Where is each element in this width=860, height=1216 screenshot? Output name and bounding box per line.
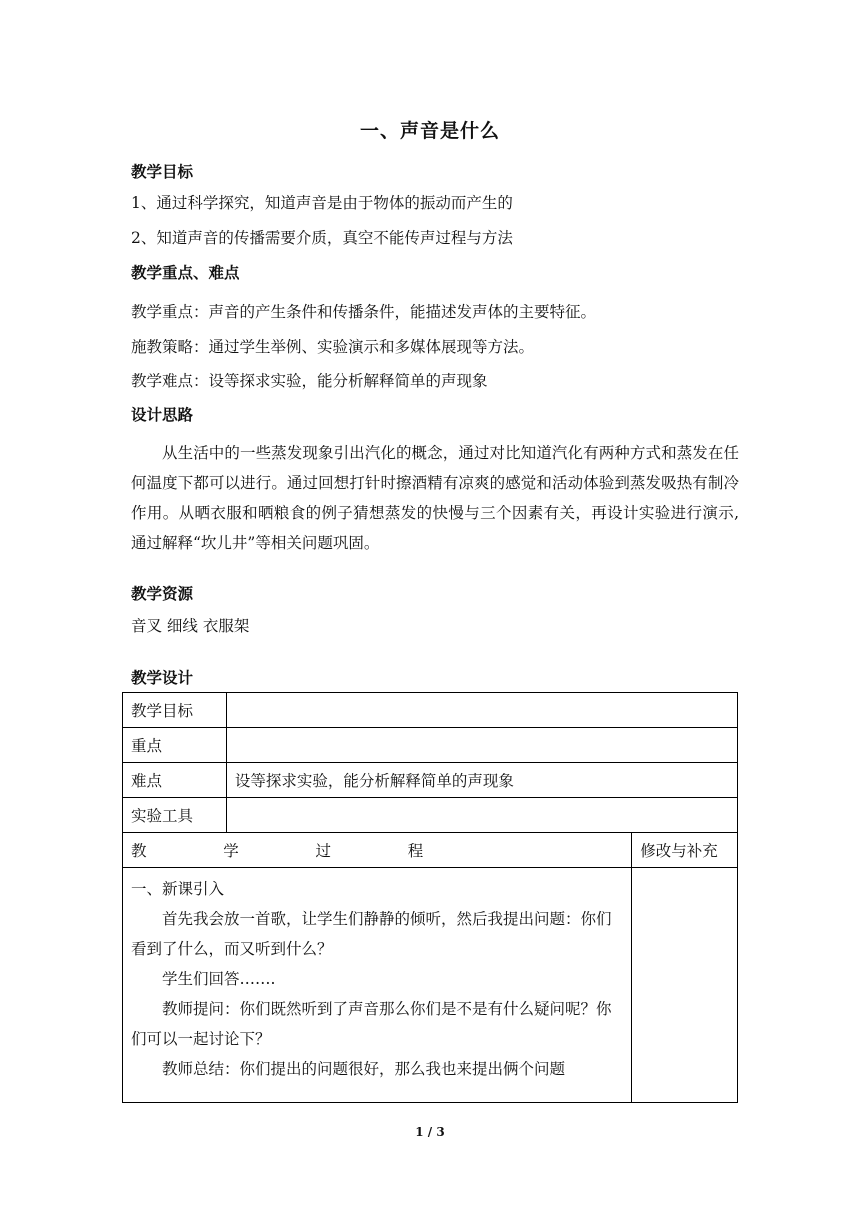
objective-2: 2、知道声音的传播需要介质，真空不能传声过程与方法	[131, 229, 513, 247]
objectives-heading: 教学目标	[131, 163, 194, 181]
teaching-design-table	[122, 692, 738, 1103]
process-content	[123, 868, 632, 1103]
process-header-row	[123, 833, 738, 868]
row-label: 难点	[123, 763, 227, 798]
process-line: 首先我会放一首歌，让学生们静静的倾听，然后我提出问题：你们看到了什么，而又听到什么？	[131, 910, 612, 958]
page-title: 一、声音是什么	[359, 120, 500, 142]
process-char: 学	[223, 842, 239, 860]
row-value	[226, 693, 737, 728]
table-row	[123, 728, 738, 763]
keypoints-heading: 教学重点、难点	[131, 264, 240, 282]
table-row	[123, 798, 738, 833]
table-row	[123, 763, 738, 798]
keypoint-text: 教学重点：声音的产生条件和传播条件，能描述发声体的主要特征。	[131, 303, 597, 321]
process-line: 一、新课引入	[131, 880, 225, 898]
process-char: 程	[407, 842, 424, 860]
row-label: 重点	[123, 728, 227, 763]
process-line: 教师提问：你们既然听到了声音那么你们是不是有什么疑问呢？你们可以一起讨论下？	[131, 1000, 612, 1048]
objective-1: 1、通过科学探究，知道声音是由于物体的振动而产生的	[131, 194, 513, 212]
process-line: 学生们回答…….	[162, 970, 276, 988]
page-number: 1 / 3	[415, 1125, 445, 1139]
row-label: 实验工具	[123, 798, 227, 833]
table-row	[123, 693, 738, 728]
strategy-text: 施教策略：通过学生举例、实验演示和多媒体展现等方法。	[131, 338, 535, 356]
teaching-design-heading: 教学设计	[131, 669, 194, 687]
process-header	[123, 833, 632, 868]
design-heading: 设计思路	[131, 406, 194, 424]
process-body-row	[123, 868, 738, 1103]
row-label: 教学目标	[123, 693, 227, 728]
process-char: 教	[131, 842, 147, 860]
revise-cell	[632, 868, 738, 1103]
row-value	[226, 728, 737, 763]
design-paragraph: 从生活中的一些蒸发现象引出汽化的概念，通过对比知道汽化有两种方式和蒸发在任何温度下都可以进行。通过回想打针时擦酒精有凉爽的感觉和活动体验到蒸发吸热有制冷作用。从晒衣服和晒粮食的例子猜想蒸发的快慢与三个因素有关，再设计实验进行演示,通过解释“坎儿井”等相关问题巩固。	[131, 444, 739, 552]
process-line: 教师总结：你们提出的问题很好，那么我也来提出俩个问题	[162, 1060, 566, 1078]
resources-text: 音叉 细线 衣服架	[131, 617, 250, 635]
revise-header: 修改与补充	[632, 833, 738, 868]
row-value: 设等探求实验，能分析解释简单的声现象	[226, 763, 737, 798]
process-char: 过	[315, 842, 331, 860]
difficulty-text: 教学难点：设等探求实验，能分析解释简单的声现象	[131, 372, 488, 390]
resources-heading: 教学资源	[131, 585, 194, 603]
row-value	[226, 798, 737, 833]
